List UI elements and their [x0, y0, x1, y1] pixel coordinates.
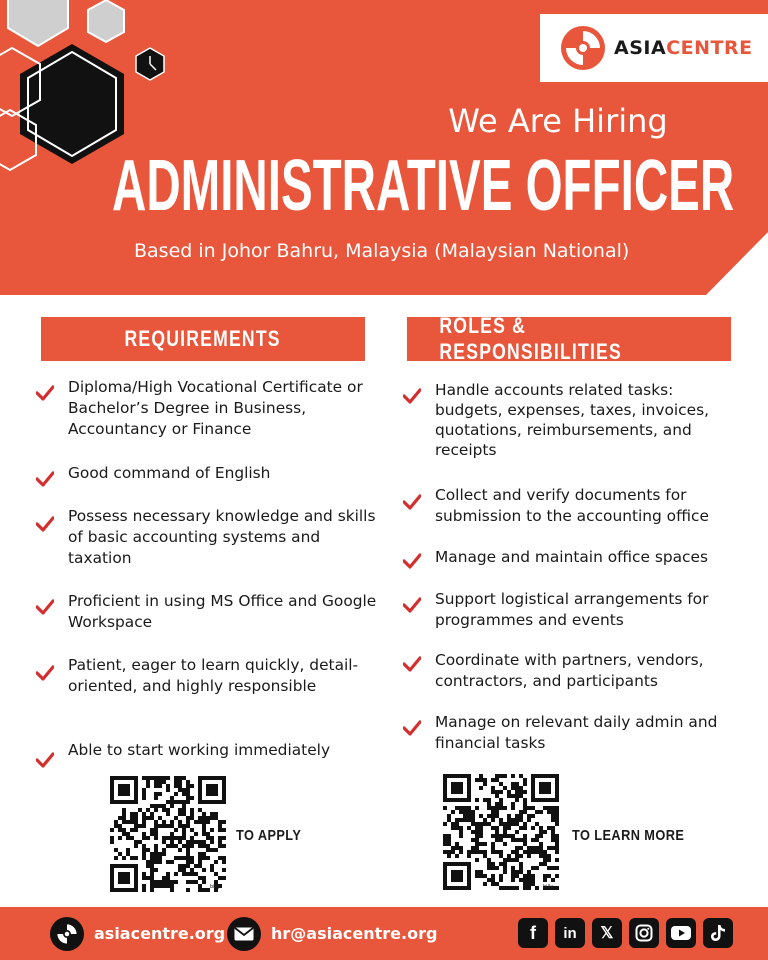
checkmark-icon	[36, 599, 54, 615]
checkmark-icon	[36, 516, 54, 532]
requirement-text: Diploma/High Vocational Certificate or Bachelor’s Degree in Business, Accountancy or Finance	[68, 378, 363, 438]
requirements-header	[41, 317, 365, 361]
qr-code-apply[interactable]	[110, 776, 226, 892]
asiacentre-swirl-icon	[50, 917, 84, 951]
youtube-icon[interactable]	[666, 918, 696, 948]
footer-website[interactable]	[50, 907, 225, 960]
role-text: Handle accounts related tasks: budgets, expenses, taxes, invoices, quotations, reimbursements, and receipts	[435, 381, 710, 459]
brand-logo[interactable]	[540, 14, 768, 82]
qr-watermark: billy	[210, 884, 221, 890]
hiring-tagline: We Are Hiring	[448, 102, 668, 140]
brand-name	[614, 37, 753, 59]
role-text: Manage and maintain office spaces	[435, 548, 709, 566]
checkmark-icon	[403, 656, 421, 672]
website-link[interactable]: asiacentre.org	[94, 924, 226, 943]
brand-name-part1: ASIA	[614, 37, 667, 59]
checkmark-icon	[403, 494, 421, 510]
instagram-icon[interactable]	[629, 918, 659, 948]
requirement-text: Proficient in using MS Office and Google Workspace	[68, 592, 377, 631]
checkmark-icon	[36, 752, 54, 768]
checkmark-icon	[403, 553, 421, 569]
checkmark-icon	[36, 665, 54, 681]
role-text: Manage on relevant daily admin and financial tasks	[435, 713, 718, 752]
requirements-heading: REQUIREMENTS	[124, 326, 282, 351]
linkedin-icon[interactable]: in	[555, 918, 585, 948]
qr-watermark: billy	[543, 884, 554, 890]
qr-learn-label	[572, 827, 704, 844]
checkmark-icon	[403, 720, 421, 736]
job-title: ADMINISTRATIVE OFFICER	[112, 146, 735, 226]
facebook-icon[interactable]: f	[518, 918, 548, 948]
roles-heading: ROLES & RESPONSIBILITIES	[439, 313, 622, 364]
checkmark-icon	[36, 471, 54, 487]
hero-banner	[0, 0, 768, 295]
checkmark-icon	[36, 385, 54, 401]
x-icon[interactable]: 𝕏	[592, 918, 622, 948]
qr-code-learn-more[interactable]	[443, 774, 559, 890]
checkmark-icon	[403, 388, 421, 404]
requirement-text: Able to start working immediately	[68, 741, 331, 759]
roles-header	[407, 313, 731, 364]
footer-email[interactable]	[227, 907, 437, 960]
qr-learn-label-text: TO LEARN MORE	[572, 827, 685, 844]
checkmark-icon	[403, 597, 421, 613]
role-text: Coordinate with partners, vendors, contractors, and participants	[435, 651, 704, 690]
qr-apply-label-text: TO APPLY	[236, 827, 302, 844]
job-location: Based in Johor Bahru, Malaysia (Malaysian National)	[134, 240, 630, 262]
mail-icon	[227, 917, 261, 951]
brand-name-part2: CENTRE	[666, 37, 753, 59]
qr-apply-label	[236, 827, 313, 844]
requirement-text: Good command of English	[68, 464, 271, 482]
tiktok-icon[interactable]	[703, 918, 733, 948]
role-text: Collect and verify documents for submission to the accounting office	[435, 486, 709, 525]
email-link[interactable]: hr@asiacentre.org	[271, 924, 438, 943]
requirement-text: Patient, eager to learn quickly, detail-oriented, and highly responsible	[68, 656, 359, 695]
role-text: Support logistical arrangements for programmes and events	[435, 590, 709, 629]
asiacentre-swirl-icon	[560, 25, 606, 71]
footer-bar	[0, 907, 768, 960]
requirement-text: Possess necessary knowledge and skills of basic accounting systems and taxation	[68, 507, 376, 567]
